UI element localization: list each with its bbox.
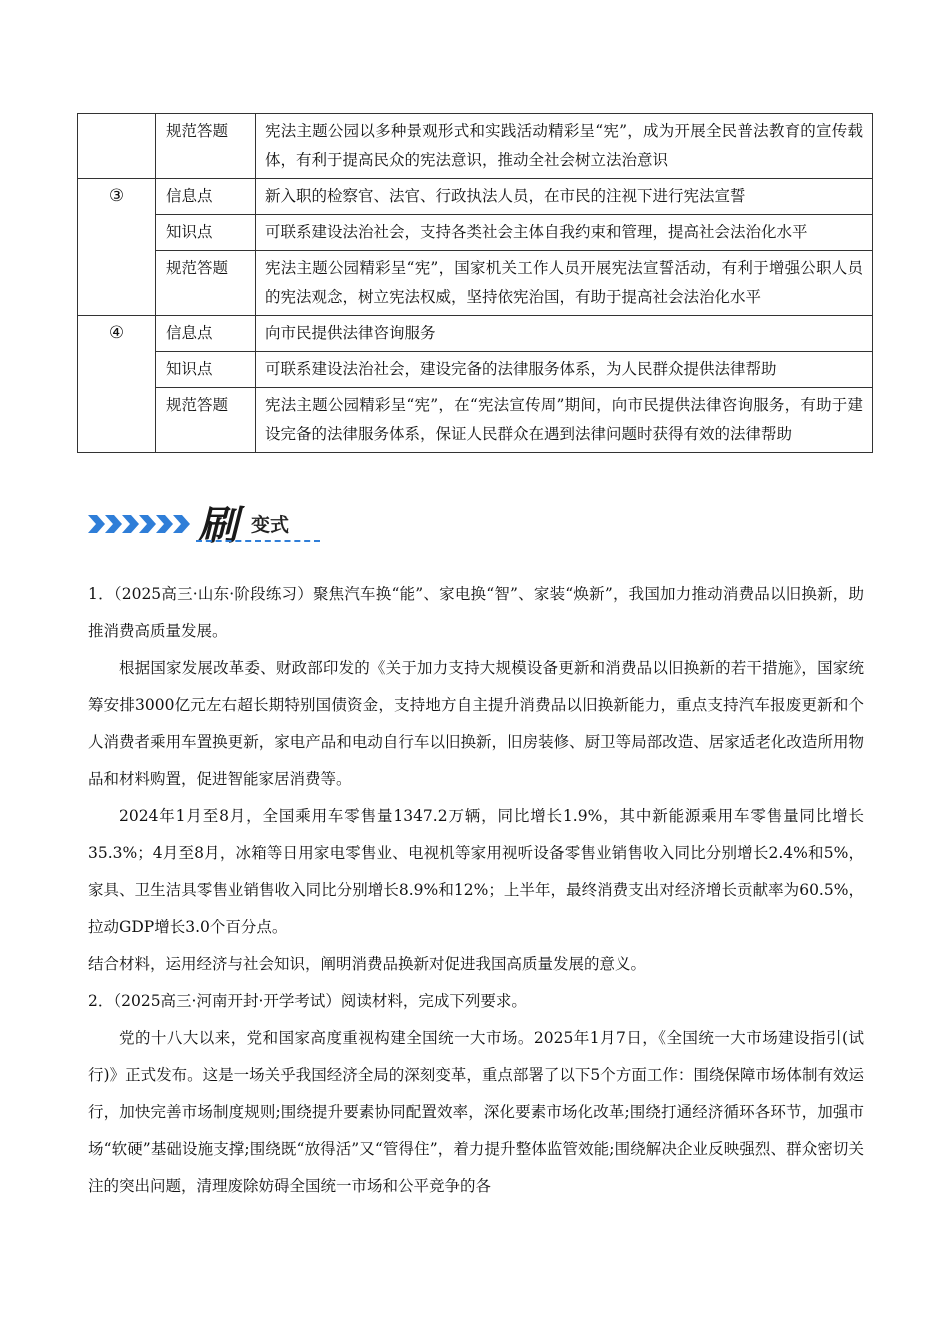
table-row: [78, 215, 873, 251]
row-text: 宪法主题公园精彩呈“宪”，在“宪法宣传周”期间，向市民提供法律咨询服务，有助于建设完备的法律服务体系，保证人民群众在遇到法律问题时获得有效的法律帮助: [256, 388, 873, 453]
question-1-prompt: 结合材料，运用经济与社会知识，阐明消费品换新对促进我国高质量发展的意义。: [88, 955, 647, 973]
table-row: [78, 388, 873, 453]
row-number: [78, 114, 156, 179]
question-2-material-1: 党的十八大以来，党和国家高度重视构建全国统一大市场。2025年1月7日，《全国统一大市场建设指引(试行)》正式发布。这是一场关乎我国经济全局的深刻变革，重点部署了以下5个方面工作：围绕保障市场体制有效运行，加快完善市场制度规则;围绕提升要素协同配置效率，深化要素市场化改革;围绕打通经济循环各环节，加强市场“软硬”基础设施支撑;围绕既“放得活”又“管得住”，着力提升整体监管效能;围绕解决企业反映强烈、群众密切关注的突出问题，清理废除妨碍全国统一市场和公平竞争的各: [88, 1029, 864, 1195]
section-banner: [88, 498, 328, 548]
row-label: 信息点: [156, 316, 256, 352]
table-row: [78, 179, 873, 215]
row-label: 知识点: [156, 215, 256, 251]
row-text: 向市民提供法律咨询服务: [256, 316, 873, 352]
banner-underline: [196, 540, 320, 542]
question-1-material-2: 2024年1月至8月，全国乘用车零售量1347.2万辆，同比增长1.9%，其中新能源乘用车零售量同比增长35.3%；4月至8月，冰箱等日用家电零售业、电视机等家用视听设备零售业销售收入同比分别增长2.4%和5%，家具、卫生洁具零售业销售收入同比分别增长8.9%和12%；上半年，最终消费支出对经济增长贡献率为60.5%，拉动GDP增长3.0个百分点。: [88, 807, 864, 936]
row-label: 知识点: [156, 352, 256, 388]
row-text: 新入职的检察官、法官、行政执法人员，在市民的注视下进行宪法宣誓: [256, 179, 873, 215]
row-text: 宪法主题公园以多种景观形式和实践活动精彩呈“宪”，成为开展全民普法教育的宣传载体，有利于提高民众的宪法意识，推动全社会树立法治意识: [256, 114, 873, 179]
row-text: 可联系建设法治社会，建设完备的法律服务体系，为人民群众提供法律帮助: [256, 352, 873, 388]
row-label: 规范答题: [156, 114, 256, 179]
table-row: [78, 114, 873, 179]
row-label: 规范答题: [156, 251, 256, 316]
question-1-material-1: 根据国家发展改革委、财政部印发的《关于加力支持大规模设备更新和消费品以旧换新的若干措施》，国家统筹安排3000亿元左右超长期特别国债资金，支持地方自主提升消费品以旧换新能力，重点支持汽车报废更新和个人消费者乘用车置换更新，家电产品和电动自行车以旧换新，旧房装修、厨卫等局部改造、居家适老化改造所用物品和材料购置，促进智能家居消费等。: [88, 659, 864, 788]
chevron-arrows-icon: [88, 513, 200, 535]
question-2-intro: 2．（2025高三·河南开封·开学考试）阅读材料，完成下列要求。: [88, 992, 527, 1010]
table-row: [78, 352, 873, 388]
questions-body: [88, 576, 864, 1205]
row-number: ④: [78, 316, 156, 453]
table-row: [78, 316, 873, 352]
row-label: 规范答题: [156, 388, 256, 453]
row-label: 信息点: [156, 179, 256, 215]
row-text: 可联系建设法治社会，支持各类社会主体自我约束和管理，提高社会法治化水平: [256, 215, 873, 251]
row-number: ③: [78, 179, 156, 316]
answer-table: [77, 113, 873, 453]
table-row: [78, 251, 873, 316]
banner-subtitle: 变式: [251, 514, 290, 536]
question-1-intro: 1．（2025高三·山东·阶段练习）聚焦汽车换“能”、家电换“智”、家装“焕新”，我国加力推动消费品以旧换新，助推消费高质量发展。: [88, 585, 864, 640]
row-text: 宪法主题公园精彩呈“宪”，国家机关工作人员开展宪法宣誓活动，有利于增强公职人员的宪法观念，树立宪法权威，坚持依宪治国，有助于提高社会法治化水平: [256, 251, 873, 316]
banner-brush-char: 刷: [198, 503, 236, 549]
